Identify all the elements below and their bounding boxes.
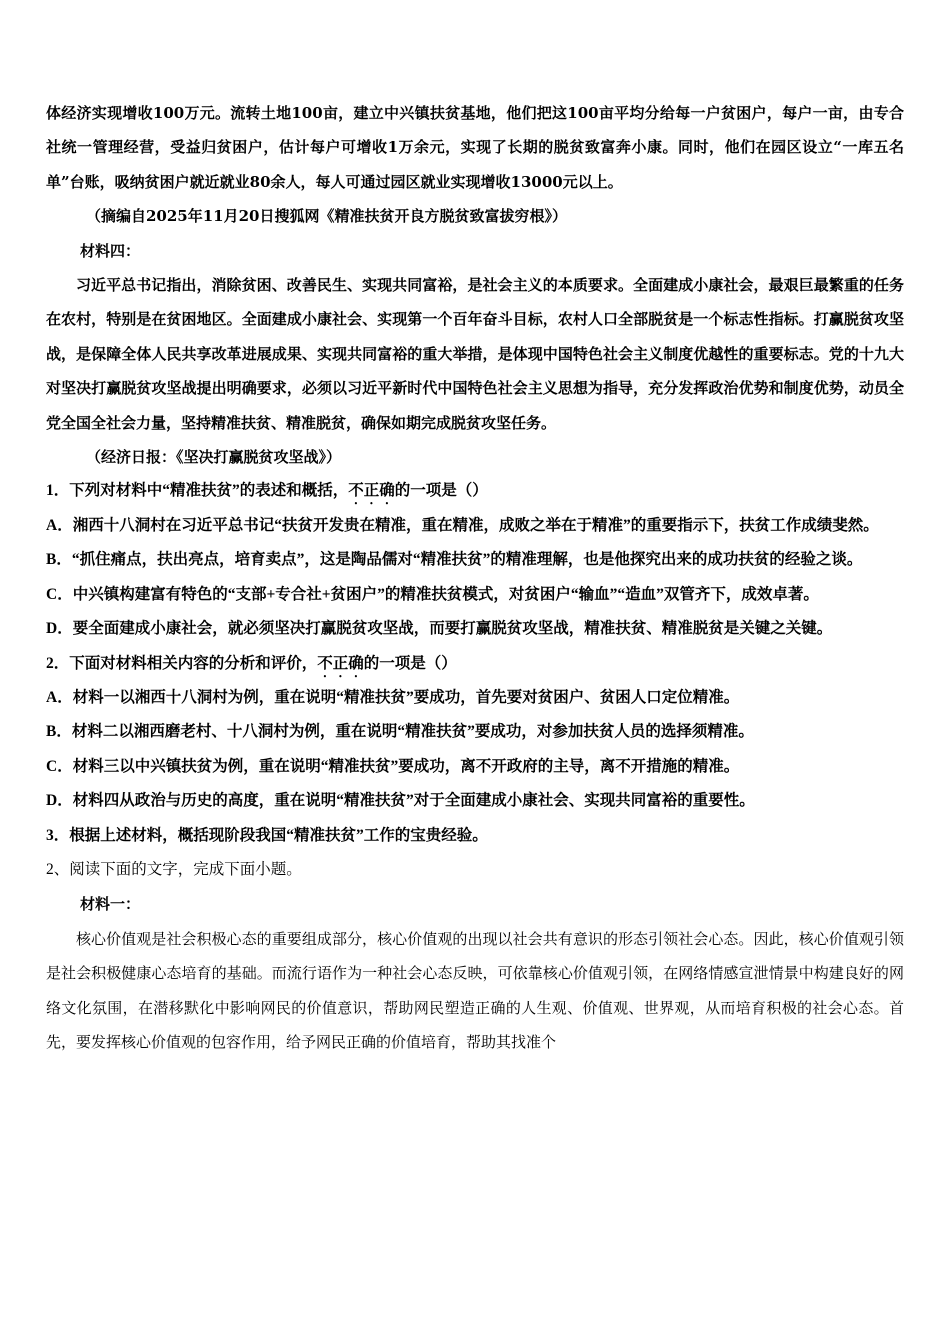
question-2-stem-after: 的一项是（） bbox=[363, 654, 457, 672]
section-2-title: 2、阅读下面的文字，完成下面小题。 bbox=[46, 860, 302, 878]
question-3: 3．根据上述材料，概括现阶段我国“精准扶贫”工作的宝贵经验。 bbox=[46, 826, 488, 844]
question-2-stem bbox=[46, 647, 904, 681]
question-1-emphasis: 不正确 bbox=[348, 482, 395, 500]
material3-tail-paragraph: 体经济实现增收100万元。流转土地100亩，建立中兴镇扶贫基地，他们把这100亩平均分给每一户贫困户，每户一亩，由专合社统一管理经营，受益归贫困户，估计每户可增收1万余元，实现了长期的脱贫致富奔小康。同时，他们在园区设立“一库五名单”台账，吸纳贫困户就近就业80余人，每人可通过园区就业实现增收13000元以上。 bbox=[46, 104, 904, 191]
question-1-option-b: B．“抓住痛点，扶出亮点，培育卖点”，这是陶品儒对“精准扶贫”的精准理解，也是他探究出来的成功扶贫的经验之谈。 bbox=[46, 551, 863, 569]
material3-source: （摘编自2025年11月20日搜狐网《精准扶贫开良方脱贫致富拔穷根》） bbox=[86, 207, 567, 226]
document-body bbox=[46, 96, 904, 1059]
question-2-emphasis: 不正确 bbox=[317, 654, 364, 672]
question-2-option-a: A．材料一以湘西十八洞村为例，重在说明“精准扶贫”要成功，首先要对贫困户、贫困人口定位精准。 bbox=[46, 688, 740, 706]
question-1-stem bbox=[46, 474, 904, 508]
material1-label: 材料一： bbox=[80, 895, 141, 914]
question-1-stem-after: 的一项是（） bbox=[394, 482, 488, 500]
question-1-option-a: A．湘西十八洞村在习近平总书记“扶贫开发贵在精准，重在精准，成败之举在于精准”的重要指示下，扶贫工作成绩斐然。 bbox=[46, 516, 879, 534]
question-2-stem-before: 2．下面对材料相关内容的分析和评价， bbox=[46, 654, 318, 672]
question-1-stem-before: 1．下列对材料中“精准扶贫”的表述和概括， bbox=[46, 482, 349, 500]
question-1-option-d: D．要全面建成小康社会，就必须坚决打赢脱贫攻坚战，而要打赢脱贫攻坚战，精准扶贫、精准脱贫是关键之关键。 bbox=[46, 620, 833, 638]
material4-paragraph: 习近平总书记指出，消除贫困、改善民生、实现共同富裕，是社会主义的本质要求。全面建成小康社会，最艰巨最繁重的任务在农村，特别是在贫困地区。全面建成小康社会、实现第一个百年奋斗目标，农村人口全部脱贫是一个标志性指标。打赢脱贫攻坚战，是保障全体人民共享改革进展成果、实现共同富裕的重大举措，是体现中国特色社会主义制度优越性的重要标志。党的十九大对坚决打赢脱贫攻坚战提出明确要求，必须以习近平新时代中国特色社会主义思想为指导，充分发挥政治优势和制度优势，动员全党全国全社会力量，坚持精准扶贫、精准脱贫，确保如期完成脱贫攻坚任务。 bbox=[46, 276, 904, 432]
material4-label: 材料四： bbox=[80, 241, 141, 260]
question-2-option-c: C．材料三以中兴镇扶贫为例，重在说明“精准扶贫”要成功，离不开政府的主导，离不开措施的精准。 bbox=[46, 757, 740, 775]
question-2-option-d: D．材料四从政治与历史的高度，重在说明“精准扶贫”对于全面建成小康社会、实现共同富裕的重要性。 bbox=[46, 792, 755, 810]
material1-paragraph: 核心价值观是社会积极心态的重要组成部分，核心价值观的出现以社会共有意识的形态引领社会心态。因此，核心价值观引领是社会积极健康心态培育的基础。而流行语作为一种社会心态反映，可依靠核心价值观引领，在网络情感宣泄情景中构建良好的网络文化氛围，在潜移默化中影响网民的价值意识，帮助网民塑造正确的人生观、价值观、世界观，从而培育积极的社会心态。首先，要发挥核心价值观的包容作用，给予网民正确的价值培育，帮助其找准个 bbox=[46, 929, 904, 1051]
question-1-option-c: C．中兴镇构建富有特色的“支部+专合社+贫困户”的精准扶贫模式，对贫困户“输血”“造血”双管齐下，成效卓著。 bbox=[46, 585, 819, 603]
material4-source: （经济日报：《坚决打赢脱贫攻坚战》） bbox=[86, 448, 342, 467]
question-2-option-b: B．材料二以湘西磨老村、十八洞村为例，重在说明“精准扶贫”要成功，对参加扶贫人员的选择须精准。 bbox=[46, 723, 754, 741]
